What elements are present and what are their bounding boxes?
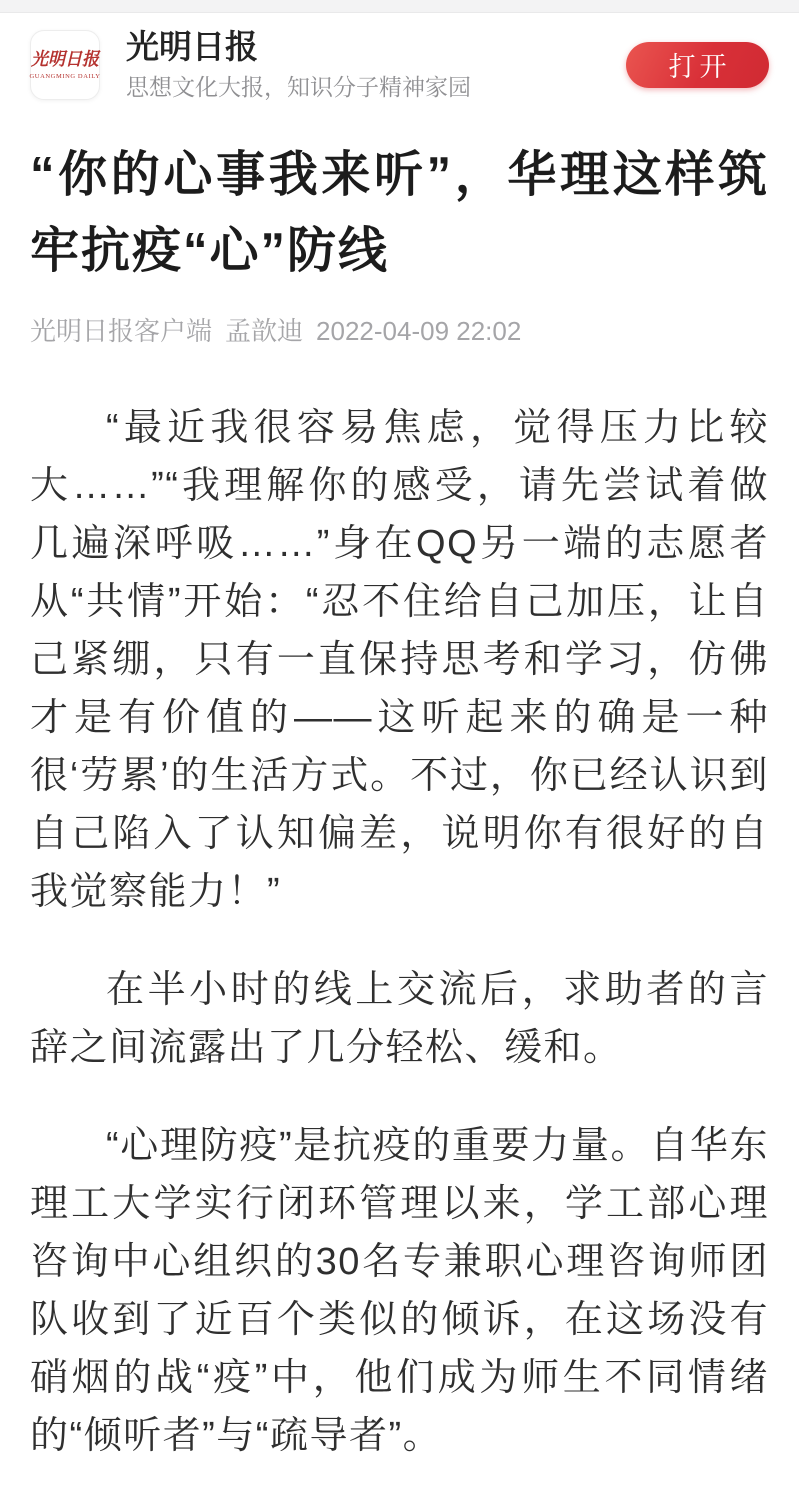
app-tagline: 思想文化大报，知识分子精神家园 [126, 74, 471, 100]
app-banner [0, 13, 799, 113]
article-title: “你的心事我来听”，华理这样筑牢抗疫“心”防线 [30, 148, 769, 278]
article-paragraph: 在半小时的线上交流后，求助者的言辞之间流露出了几分轻松、缓和。 [30, 969, 769, 1069]
status-strip [0, 0, 799, 13]
byline-author: 孟歆迪 [225, 316, 304, 346]
byline-datetime: 2022-04-09 22:02 [316, 316, 522, 346]
article-paragraph: “心理防疫”是抗疫的重要力量。自华东理工大学实行闭环管理以来，学工部心理咨询中心组织的30名专兼职心理咨询师团队收到了近百个类似的倾诉，在这场没有硝烟的战“疫”中，他们成为师生不同情绪的“倾听者”与“疏导者”。 [30, 1125, 769, 1457]
logo-calligraphy-text: 光明日报 [31, 49, 99, 70]
article-body [0, 137, 799, 1495]
open-app-button[interactable]: 打开 [626, 42, 769, 88]
byline [30, 315, 769, 347]
byline-source: 光明日报客户端 [30, 316, 213, 346]
app-name: 光明日报 [126, 28, 258, 65]
logo-caption-text: GUANGMING DAILY [29, 72, 101, 80]
article-paragraph: “最近我很容易焦虑，觉得压力比较大……”“我理解你的感受，请先尝试着做几遍深呼吸……”身在QQ另一端的志愿者从“共情”开始：“忍不住给自己加压，让自己紧绷，只有一直保持思考和学习，仿佛才是有价值的——这听起来的确是一种很‘劳累’的生活方式。不过，你已经认识到自己陷入了认知偏差，说明你有很好的自我觉察能力！” [30, 407, 769, 913]
banner-text-block [126, 28, 626, 101]
guangming-daily-logo-icon [30, 30, 100, 100]
